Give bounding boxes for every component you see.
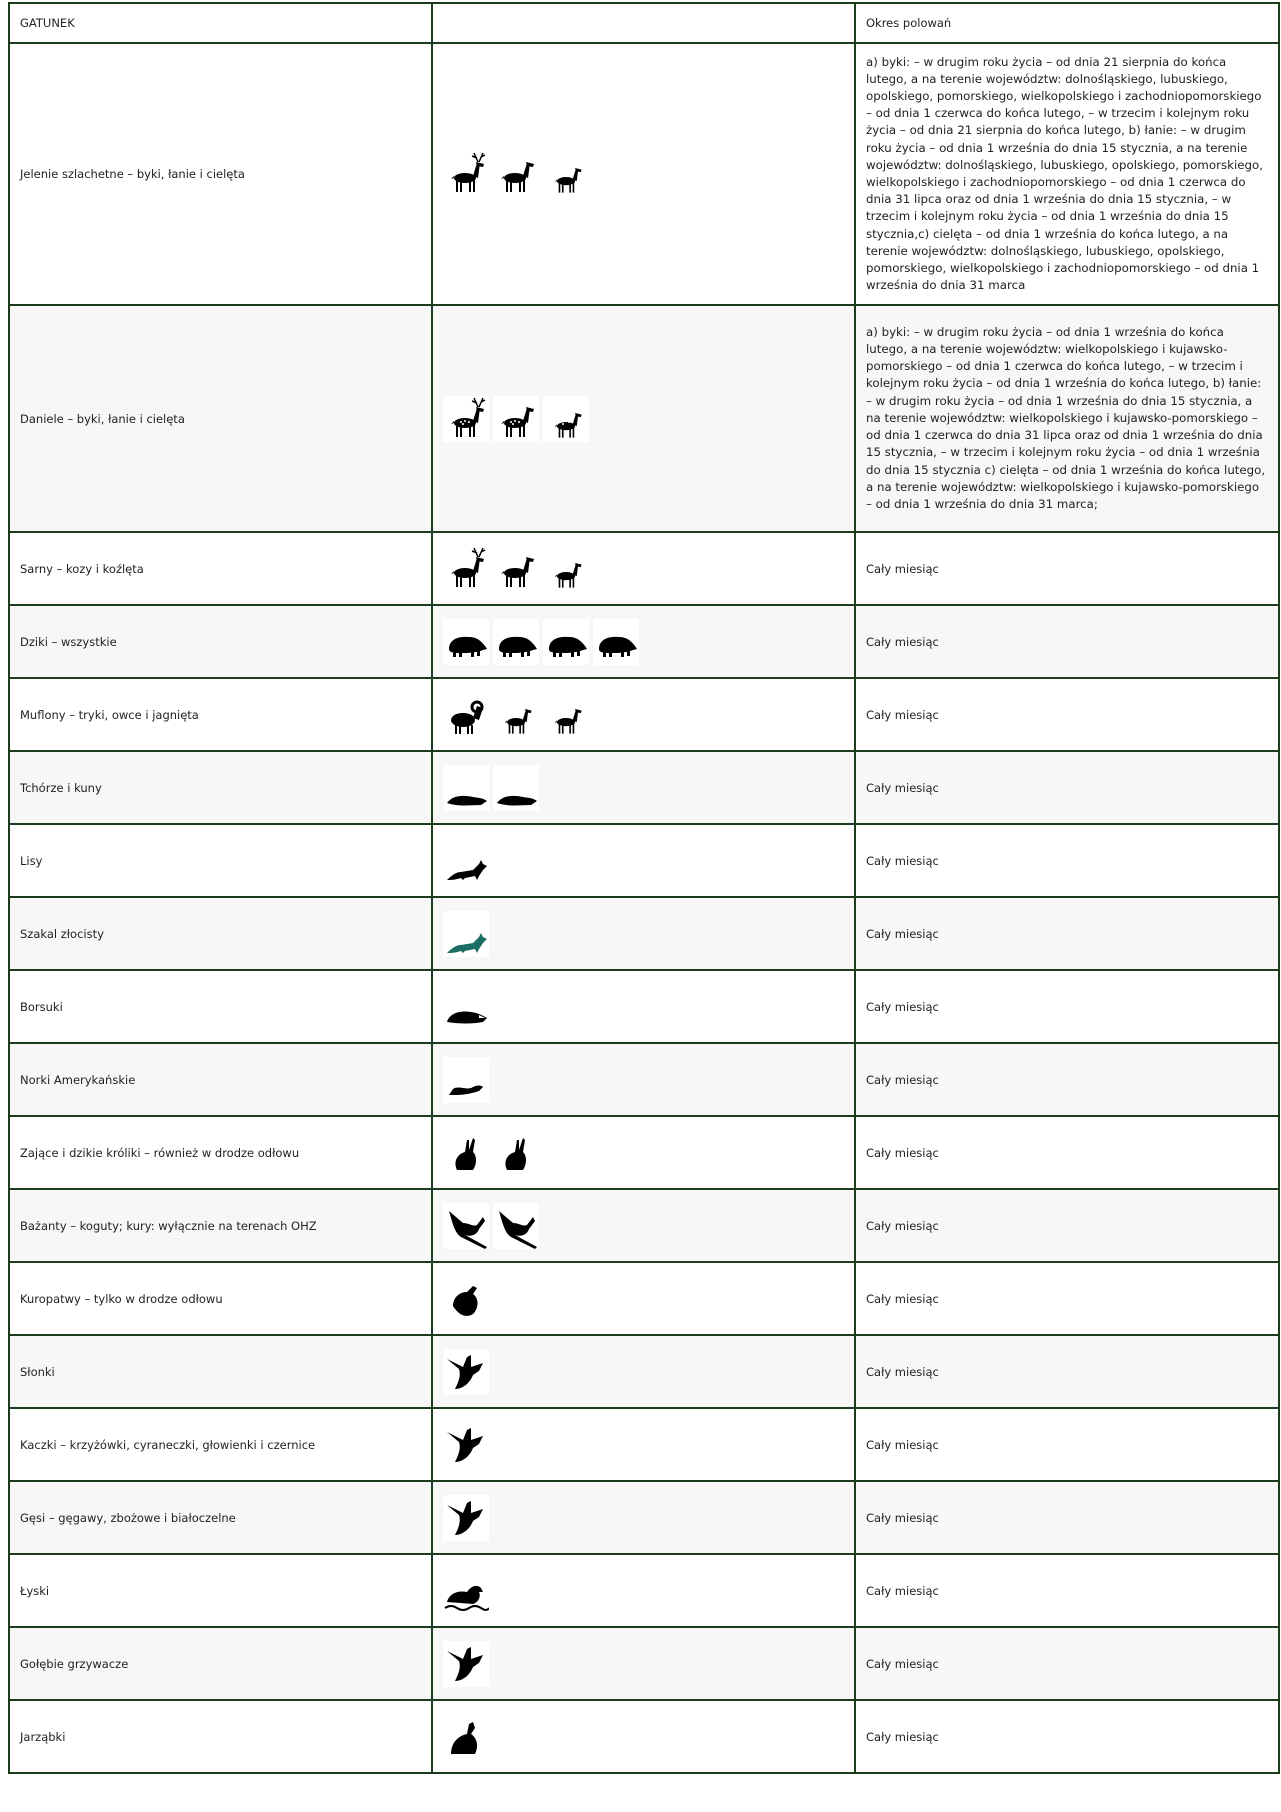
hunting-period: a) byki: – w drugim roku życia – od dnia 1 września do końca lutego, a na terenie województw: wielkopolskiego i kujawsko-pomorskiego – od dnia 1 czerwca do końca lutego, – w trzecim i kolejnym roku życia – od dnia 1 września do końca lutego, b) łanie: – w drugim roku życia – od dnia 1 września do dnia 15 stycznia, a na terenie województw: wielkopolskiego i kujawsko-pomorskiego – od dnia 1 czerwca do dnia 31 lipca oraz od dnia 1 września do dnia 15 stycznia, – w trzecim i kolejnym roku życia – od dnia 1 września do dnia 15 stycznia c) cielęta – od dnia 1 września do końca lutego, a na terenie województw: wielkopolskiego i kujawsko-pomorskiego – od dnia 1 września do dnia 31 marca; xyxy=(855,305,1279,532)
species-name: Daniele – byki, łanie i cielęta xyxy=(9,305,432,532)
table-row xyxy=(9,824,1279,897)
fallow-deer-fawn-icon xyxy=(543,396,589,442)
species-icons xyxy=(432,824,855,897)
species-name: Słonki xyxy=(9,1335,432,1408)
species-name: Szakal złocisty xyxy=(9,897,432,970)
header-species: GATUNEK xyxy=(9,3,432,43)
table-row xyxy=(9,1408,1279,1481)
species-icons xyxy=(432,305,855,532)
table-row xyxy=(9,1627,1279,1700)
mouflon-ewe-icon xyxy=(493,692,539,738)
hunting-seasons-table xyxy=(8,2,1280,1774)
polecat-icon xyxy=(443,765,489,811)
species-name: Norki Amerykańskie xyxy=(9,1043,432,1116)
table-row xyxy=(9,1262,1279,1335)
table-row xyxy=(9,678,1279,751)
hunting-period: Cały miesiąc xyxy=(855,1627,1279,1700)
duck-icon xyxy=(443,1422,489,1468)
species-icons xyxy=(432,1116,855,1189)
golden-jackal-icon xyxy=(443,911,489,957)
species-name: Sarny – kozy i koźlęta xyxy=(9,532,432,605)
table-row xyxy=(9,1335,1279,1408)
hazel-grouse-icon xyxy=(443,1714,489,1760)
table-row xyxy=(9,897,1279,970)
table-row xyxy=(9,1189,1279,1262)
goose-icon xyxy=(443,1495,489,1541)
wild-boar-icon xyxy=(543,619,589,665)
table-row xyxy=(9,1700,1279,1773)
hunting-period: Cały miesiąc xyxy=(855,1262,1279,1335)
species-icons xyxy=(432,1262,855,1335)
species-name: Borsuki xyxy=(9,970,432,1043)
hunting-period: Cały miesiąc xyxy=(855,532,1279,605)
pheasant-hen-icon xyxy=(493,1203,539,1249)
hunting-period: Cały miesiąc xyxy=(855,1335,1279,1408)
fallow-deer-doe-icon xyxy=(493,396,539,442)
species-name: Jelenie szlachetne – byki, łanie i cielęta xyxy=(9,43,432,305)
species-name: Łyski xyxy=(9,1554,432,1627)
pheasant-cock-icon xyxy=(443,1203,489,1249)
badger-icon xyxy=(443,984,489,1030)
hunting-period: Cały miesiąc xyxy=(855,1043,1279,1116)
woodcock-icon xyxy=(443,1349,489,1395)
species-icons xyxy=(432,605,855,678)
header-icons xyxy=(432,3,855,43)
mink-icon xyxy=(443,1057,489,1103)
species-name: Dziki – wszystkie xyxy=(9,605,432,678)
species-icons xyxy=(432,751,855,824)
mouflon-ram-icon xyxy=(443,692,489,738)
hunting-period: Cały miesiąc xyxy=(855,1116,1279,1189)
table-row xyxy=(9,532,1279,605)
species-name: Gołębie grzywacze xyxy=(9,1627,432,1700)
species-icons xyxy=(432,897,855,970)
table-row xyxy=(9,1554,1279,1627)
table-header-row xyxy=(9,3,1279,43)
species-icons xyxy=(432,1043,855,1116)
roe-buck-icon xyxy=(443,546,489,592)
species-icons xyxy=(432,1189,855,1262)
species-name: Tchórze i kuny xyxy=(9,751,432,824)
header-period: Okres polowań xyxy=(855,3,1279,43)
rabbit-icon xyxy=(493,1130,539,1176)
hunting-period: Cały miesiąc xyxy=(855,751,1279,824)
species-name: Gęsi – gęgawy, zbożowe i białoczelne xyxy=(9,1481,432,1554)
hunting-period: Cały miesiąc xyxy=(855,1700,1279,1773)
species-icons xyxy=(432,970,855,1043)
hunting-period: Cały miesiąc xyxy=(855,1189,1279,1262)
roe-kid-icon xyxy=(543,546,589,592)
species-icons xyxy=(432,43,855,305)
hunting-period: Cały miesiąc xyxy=(855,897,1279,970)
marten-icon xyxy=(493,765,539,811)
table-row xyxy=(9,305,1279,532)
table-row xyxy=(9,605,1279,678)
species-name: Lisy xyxy=(9,824,432,897)
species-icons xyxy=(432,1335,855,1408)
table-row xyxy=(9,1116,1279,1189)
species-icons xyxy=(432,532,855,605)
red-deer-calf-icon xyxy=(543,151,589,197)
table-row xyxy=(9,970,1279,1043)
hunting-period: Cały miesiąc xyxy=(855,1481,1279,1554)
table-row xyxy=(9,1481,1279,1554)
hunting-period: Cały miesiąc xyxy=(855,605,1279,678)
species-name: Kaczki – krzyżówki, cyraneczki, głowienki i czernice xyxy=(9,1408,432,1481)
wild-boar-icon xyxy=(593,619,639,665)
species-icons xyxy=(432,1627,855,1700)
fallow-deer-buck-icon xyxy=(443,396,489,442)
hunting-period: Cały miesiąc xyxy=(855,678,1279,751)
table-row xyxy=(9,43,1279,305)
hare-icon xyxy=(443,1130,489,1176)
table-row xyxy=(9,1043,1279,1116)
species-name: Jarząbki xyxy=(9,1700,432,1773)
fox-icon xyxy=(443,838,489,884)
hunting-period: Cały miesiąc xyxy=(855,1408,1279,1481)
species-name: Bażanty – koguty; kury: wyłącznie na terenach OHZ xyxy=(9,1189,432,1262)
red-deer-hind-icon xyxy=(493,151,539,197)
species-icons xyxy=(432,678,855,751)
coot-icon xyxy=(443,1568,489,1614)
hunting-period: a) byki: – w drugim roku życia – od dnia 21 sierpnia do końca lutego, a na terenie województw: dolnośląskiego, lubuskiego, opolskiego, pomorskiego, wielkopolskiego i zachodniopomorskiego – od dnia 1 czerwca do końca lutego, – w trzecim i kolejnym roku życia – od dnia 21 sierpnia do końca lutego, b) łanie: – w drugim roku życia – od dnia 1 września do dnia 15 stycznia, a na terenie województw: dolnośląskiego, lubuskiego, opolskiego, pomorskiego, wielkopolskiego i zachodniopomorskiego – od dnia 1 czerwca do dnia 31 lipca oraz od dnia 1 września do dnia 15 stycznia, – w trzecim i kolejnym roku życia – od dnia 1 września do dnia 15 stycznia,c) cielęta – od dnia 1 września do końca lutego, a na terenie województw: dolnośląskiego, lubuskiego, opolskiego, pomorskiego, wielkopolskiego i zachodniopomorskiego – od dnia 1 września do dnia 31 marca xyxy=(855,43,1279,305)
species-icons xyxy=(432,1554,855,1627)
species-icons xyxy=(432,1481,855,1554)
species-name: Kuropatwy – tylko w drodze odłowu xyxy=(9,1262,432,1335)
table-row xyxy=(9,751,1279,824)
partridge-icon xyxy=(443,1276,489,1322)
species-name: Muflony – tryki, owce i jagnięta xyxy=(9,678,432,751)
hunting-period: Cały miesiąc xyxy=(855,824,1279,897)
wild-boar-icon xyxy=(493,619,539,665)
mouflon-lamb-icon xyxy=(543,692,589,738)
red-deer-stag-icon xyxy=(443,151,489,197)
species-name: Zające i dzikie króliki – również w drodze odłowu xyxy=(9,1116,432,1189)
species-icons xyxy=(432,1700,855,1773)
hunting-period: Cały miesiąc xyxy=(855,970,1279,1043)
hunting-period: Cały miesiąc xyxy=(855,1554,1279,1627)
species-icons xyxy=(432,1408,855,1481)
roe-doe-icon xyxy=(493,546,539,592)
wood-pigeon-icon xyxy=(443,1641,489,1687)
wild-boar-icon xyxy=(443,619,489,665)
